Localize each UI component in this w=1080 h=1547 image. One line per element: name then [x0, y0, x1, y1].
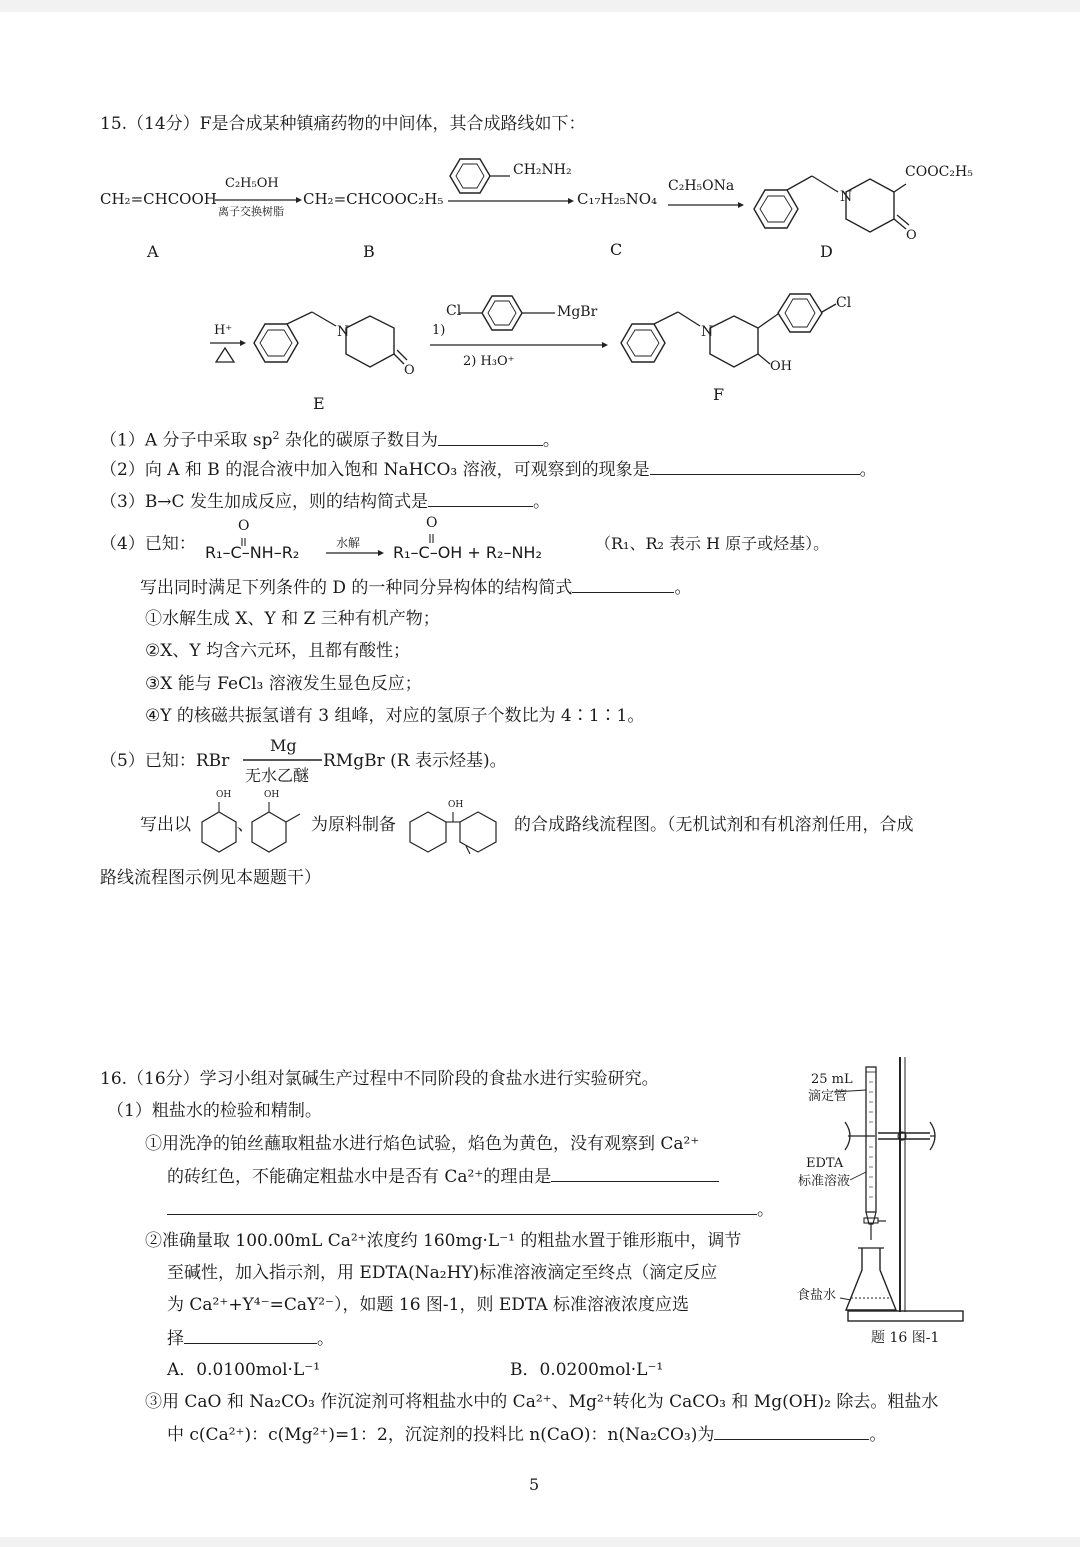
reagent-cd-label: C₂H₅ONa	[668, 178, 735, 194]
e-o-atom: O	[404, 363, 415, 378]
q15-part1: （1）A 分子中采取 $sp^2$ 杂化的碳原子数目为 。	[100, 429, 560, 451]
q16-p2-line2: 至碱性，加入指示剂，用 EDTA(Na₂HY)标准溶液滴定至终点（滴定反应	[167, 1263, 718, 1283]
label-f: F	[713, 385, 725, 404]
rhs-carbonyl-o: O	[426, 515, 438, 531]
compound-b-formula: CH₂=CHCOOC₂H₅	[303, 190, 444, 208]
titration-apparatus-svg	[0, 12, 1080, 1412]
grignard-bottom: 无水乙醚	[245, 766, 310, 785]
label-c: C	[610, 240, 623, 259]
option-b[interactable]: B．0.0200mol·L⁻¹	[510, 1360, 664, 1380]
reaction-rhs: R₁–C–OH + R₂–NH₂	[393, 543, 542, 562]
q16-p2-line1: ②准确量取 100.00mL Ca²⁺浓度约 160mg·L⁻¹ 的粗盐水置于锥形瓶中，调节	[145, 1231, 742, 1251]
q16-p2-line3: 为 Ca²⁺+Y⁴⁻=CaY²⁻），如题 16 图-1，则 EDTA 标准溶液浓度应选	[167, 1295, 690, 1315]
condition-3: ③X 能与 FeCl₃ 溶液发生显色反应；	[145, 674, 422, 694]
salt-water-label: 食盐水	[797, 1288, 837, 1303]
label-a: A	[147, 242, 159, 261]
edta-label-2: 标准溶液	[798, 1174, 851, 1189]
q16-p1-line1: ①用洗净的铂丝蘸取粗盐水进行焰色试验，焰色为黄色，没有观察到 Ca²⁺	[145, 1134, 700, 1154]
q16-p3-line1: ③用 CaO 和 Na₂CO₃ 作沉淀剂可将粗盐水中的 Ca²⁺、Mg²⁺转化为 CaCO₃ 和 Mg(OH)₂ 除去。粗盐水	[145, 1392, 939, 1412]
e-n-atom: N	[337, 324, 350, 340]
f-cl-atom: Cl	[836, 295, 852, 311]
reagent-bc-label: CH₂NH₂	[513, 162, 572, 178]
r-group-note: （R₁、R₂ 表示 H 原子或烃基）。	[595, 534, 830, 553]
edta-label-1: EDTA	[806, 1156, 844, 1171]
page-number: 5	[529, 1475, 540, 1494]
compound-a-formula: CH₂=CHCOOH	[100, 190, 217, 208]
part5-q3: 的合成路线流程图。（无机试剂和有机溶剂任用，合成	[514, 815, 914, 835]
option-a[interactable]: A．0.0100mol·L⁻¹	[167, 1360, 321, 1380]
label-d: D	[820, 242, 833, 261]
part5-q2: 为原料制备	[311, 815, 396, 835]
label-e: E	[313, 394, 325, 413]
burette-label-1: 25 mL	[811, 1072, 853, 1087]
reagent-ef-mgbr: MgBr	[557, 304, 598, 320]
q15-part3: （3）B→C 发生加成反应，则的结构简式是 。	[100, 492, 550, 512]
q16-p1-line3: 。	[167, 1198, 774, 1221]
part5-sep: 、	[237, 815, 254, 835]
d-n-atom: N	[840, 189, 853, 205]
reagent-ef-step2: 2) H₃O⁺	[463, 354, 515, 369]
d-substituent: COOC₂H₅	[905, 164, 973, 180]
q15-part4-question: 写出同时满足下列条件的 D 的一种同分异构体的结构简式 。	[140, 578, 692, 598]
reaction-lhs: R₁–C–NH–R₂	[205, 543, 300, 562]
q16-part1: （1）粗盐水的检验和精制。	[107, 1101, 322, 1121]
burette-label-2: 滴定管	[808, 1089, 848, 1104]
exam-page	[0, 12, 1080, 1537]
f-n-atom: N	[701, 324, 714, 340]
q16-p1-line2: 的砖红色，不能确定粗盐水中是否有 Ca²⁺的理由是	[167, 1165, 719, 1188]
target-oh: OH	[448, 800, 464, 810]
q15-part4-label: （4）已知：	[100, 534, 196, 554]
q15-header: 15.（14分）F是合成某种镇痛药物的中间体，其合成路线如下：	[100, 114, 586, 134]
conical-flask	[846, 1248, 896, 1310]
burette	[866, 1067, 876, 1212]
part5-q1: 写出以	[140, 815, 191, 835]
methylcyclohexanol-oh: OH	[264, 790, 280, 800]
reagent-ef-step1: 1)	[432, 323, 446, 338]
condition-4: ④Y 的核磁共振氢谱有 3 组峰，对应的氢原子个数比为 4∶1∶1。	[145, 706, 645, 726]
compound-c-formula: C₁₇H₂₅NO₄	[577, 190, 658, 208]
q16-header: 16.（16分）学习小组对氯碱生产过程中不同阶段的食盐水进行实验研究。	[100, 1069, 659, 1089]
reagent-de-top: H⁺	[214, 323, 233, 338]
grignard-product: RMgBr (R 表示烃基)。	[323, 751, 507, 771]
grignard-top: Mg	[270, 736, 297, 755]
reagent-ef-cl: Cl	[446, 303, 462, 319]
hydrolysis-label: 水解	[336, 536, 361, 550]
q16-p2-line4: 择 。	[167, 1329, 334, 1349]
condition-1: ①水解生成 X、Y 和 Z 三种有机产物；	[145, 609, 440, 629]
reagent-ab-top: C₂H₅OH	[225, 176, 279, 191]
q16-p3-line2: 中 c(Ca²⁺)：c(Mg²⁺)=1：2，沉淀剂的投料比 n(CaO)：n(Na₂CO₃)为 。	[167, 1425, 887, 1445]
reagent-ab-bottom: 离子交换树脂	[218, 205, 284, 218]
answer-blank-8[interactable]	[714, 1423, 869, 1440]
part5-q4: 路线流程图示例见本题题干）	[100, 868, 321, 888]
label-b: B	[363, 242, 375, 261]
lhs-carbonyl-o: O	[238, 518, 250, 534]
condition-2: ②X、Y 均含六元环，且都有酸性；	[145, 641, 410, 661]
f-oh-group: OH	[770, 359, 792, 374]
q15-part2: （2）向 A 和 B 的混合液中加入饱和 NaHCO₃ 溶液，可观察到的现象是 。	[100, 460, 877, 480]
cyclohexanol-oh: OH	[216, 790, 232, 800]
q15-part5-label: （5）已知：RBr	[100, 751, 230, 771]
figure-caption: 题 16 图-1	[871, 1330, 940, 1346]
d-o-atom: O	[906, 228, 917, 243]
